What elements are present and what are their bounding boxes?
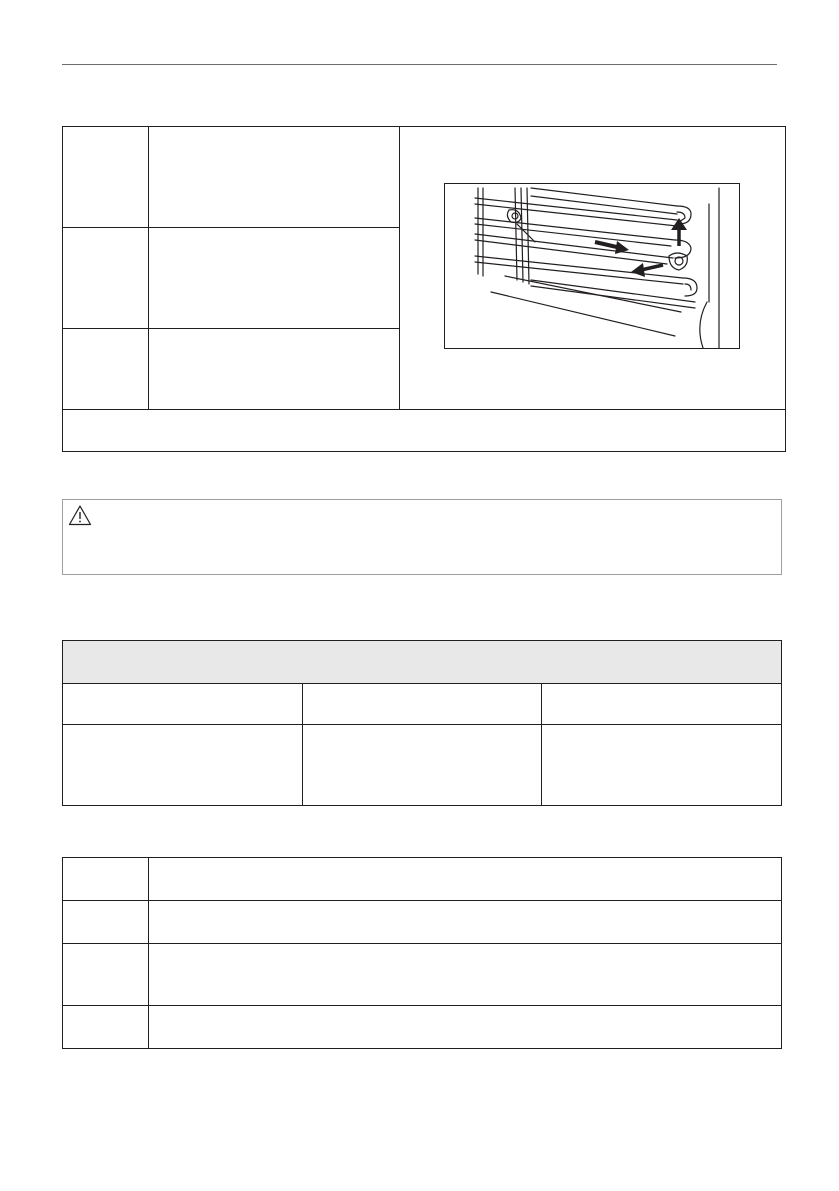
shelf-support-removal-illustration <box>444 183 740 349</box>
list-text <box>149 1006 782 1049</box>
warning-box <box>62 499 782 575</box>
shelf-support-removal-icon <box>445 184 739 348</box>
info-column-heading <box>302 684 542 725</box>
info-table-header <box>63 641 782 684</box>
list-table <box>62 857 782 1049</box>
info-column-heading <box>542 684 782 725</box>
warning-triangle-icon <box>68 504 92 526</box>
step-text <box>149 127 400 228</box>
step-text <box>149 228 400 329</box>
step-number <box>63 329 149 410</box>
list-text <box>149 944 782 1006</box>
step-text <box>149 329 400 410</box>
info-cell <box>542 725 782 806</box>
list-number <box>63 1006 149 1049</box>
header-rule <box>62 64 777 65</box>
list-number <box>63 858 149 901</box>
info-cell <box>63 725 303 806</box>
list-text <box>149 901 782 944</box>
list-number <box>63 901 149 944</box>
steps-table <box>62 126 786 452</box>
info-table <box>62 640 782 806</box>
warning-text <box>97 506 113 518</box>
steps-note <box>63 410 786 452</box>
list-number <box>63 944 149 1006</box>
info-cell <box>302 725 542 806</box>
step-number <box>63 127 149 228</box>
illustration-cell <box>400 127 786 410</box>
list-text <box>149 858 782 901</box>
info-column-heading <box>63 684 303 725</box>
step-number <box>63 228 149 329</box>
